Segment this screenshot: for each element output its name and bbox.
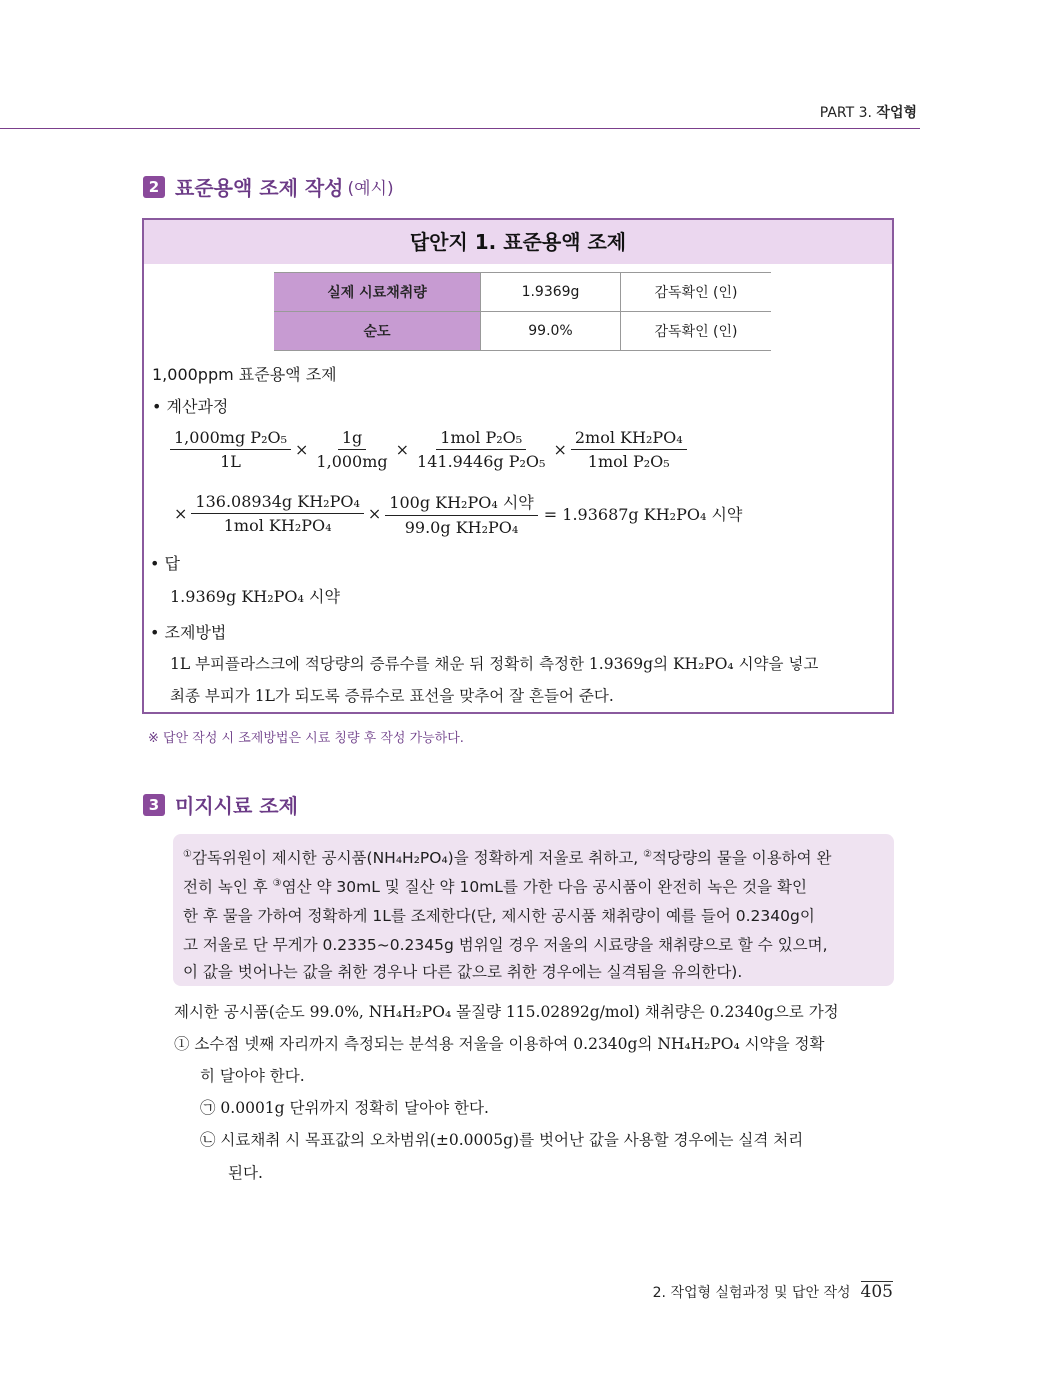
equation-result: = 1.93687g KH₂PO₄ 시약 xyxy=(543,505,743,524)
answer-sheet-title: 답안지 1. 표준용액 조제 xyxy=(144,220,892,264)
times-sign: × xyxy=(295,440,309,459)
times-sign: × xyxy=(174,504,188,523)
denominator: 1L xyxy=(220,452,241,471)
section-title: 미지시료 조제 xyxy=(175,794,298,818)
item-1-line-2: 히 달아야 한다. xyxy=(200,1067,305,1085)
fraction xyxy=(191,492,363,535)
instruction-text: 전히 녹인 후 xyxy=(183,878,273,896)
instruction-line-3: 한 후 물을 가하여 정확하게 1L를 조제한다(단, 제시한 공시품 채취량이 예를 들어 0.2340g이 xyxy=(183,907,815,925)
denominator: 141.9446g P₂O₅ xyxy=(417,452,546,471)
table-row xyxy=(274,312,771,351)
instruction-line-1 xyxy=(183,846,832,868)
fraction xyxy=(170,428,291,471)
denominator: 1,000mg xyxy=(316,452,388,471)
fraction xyxy=(385,490,537,537)
part-name: 작업형 xyxy=(876,105,917,121)
denominator: 1mol KH₂PO₄ xyxy=(223,516,332,535)
row-signature: 감독확인 (인) xyxy=(621,312,772,351)
equation-line-1 xyxy=(170,428,687,471)
item-1-line-1: ① 소수점 넷째 자리까지 측정되는 분석용 저울을 이용하여 0.2340g의 NH₄H₂PO₄ 시약을 정확 xyxy=(174,1035,825,1053)
chapter-title: 2. 작업형 실험과정 및 답안 작성 xyxy=(652,1285,851,1301)
numerator: 2mol KH₂PO₄ xyxy=(571,428,687,450)
step-marker: ② xyxy=(643,848,653,860)
section-number-badge: 2 xyxy=(143,176,165,198)
denominator: 99.0g KH₂PO₄ xyxy=(404,518,519,537)
times-sign: × xyxy=(553,440,567,459)
fraction xyxy=(413,428,549,471)
numerator: 1g xyxy=(338,428,366,450)
page-number: 405 xyxy=(860,1282,893,1302)
section-2-heading xyxy=(143,172,394,201)
times-sign: × xyxy=(395,440,410,459)
numerator: 1mol P₂O₅ xyxy=(436,428,526,450)
fraction xyxy=(571,428,687,471)
step-marker: ① xyxy=(183,848,192,860)
method-label: • 조제방법 xyxy=(150,620,226,643)
running-header xyxy=(820,102,917,122)
method-line-1: 1L 부피플라스크에 적당량의 증류수를 채운 뒤 정확히 측정한 1.9369g의 KH₂PO₄ 시약을 넣고 xyxy=(170,655,819,673)
assumption-text: 제시한 공시품(순도 99.0%, NH₄H₂PO₄ 몰질량 115.02892g/mol) 채취량은 0.2340g으로 가정 xyxy=(174,1003,839,1021)
row-label: 순도 xyxy=(274,312,481,351)
section-3-heading xyxy=(143,790,298,819)
equation-line-2 xyxy=(170,490,742,537)
header-rule xyxy=(0,128,920,129)
numerator: 100g KH₂PO₄ 시약 xyxy=(385,490,537,516)
instruction-text: 적당량의 물을 이용하여 완 xyxy=(652,849,832,867)
instruction-line-4: 고 저울로 단 무게가 0.2335~0.2345g 범위일 경우 저울의 시료량을 채취량으로 할 수 있으며, xyxy=(183,936,828,954)
row-value: 1.9369g xyxy=(481,273,621,312)
instruction-line-2 xyxy=(183,875,807,897)
method-line-2: 최종 부피가 1L가 되도록 증류수로 표선을 맞추어 잘 흔들어 준다. xyxy=(170,687,614,705)
section-title: 표준용액 조제 작성 xyxy=(175,176,344,200)
fraction xyxy=(312,428,391,471)
section-number-badge: 3 xyxy=(143,794,165,816)
answer-note: ※ 답안 작성 시 조제방법은 시료 칭량 후 작성 가능하다. xyxy=(148,731,464,746)
numerator: 136.08934g KH₂PO₄ xyxy=(191,492,363,514)
answer-value: 1.9369g KH₂PO₄ 시약 xyxy=(170,587,340,606)
sub-item-2-line-1: ㉡ 시료채취 시 목표값의 오차범위(±0.0005g)를 벗어난 값을 사용할 경우에는 실격 처리 xyxy=(200,1131,804,1149)
times-sign: × xyxy=(367,504,382,523)
instruction-text: 염산 약 30mL 및 질산 약 10mL를 가한 다음 공시품이 완전히 녹은 것을 확인 xyxy=(281,878,807,896)
calc-label: • 계산과정 xyxy=(152,394,228,417)
instruction-box xyxy=(173,834,894,986)
instruction-text: 감독위원이 제시한 공시품(NH₄H₂PO₄)을 정확하게 저울로 취하고, xyxy=(191,849,644,867)
sample-info-table xyxy=(274,272,771,351)
answer-label: • 답 xyxy=(150,551,180,574)
part-number: PART 3. xyxy=(819,105,872,121)
row-label: 실제 시료채취량 xyxy=(274,273,481,312)
instruction-line-5: 이 값을 벗어나는 값을 취한 경우나 다른 값으로 취한 경우에는 실격됨을 유의한다). xyxy=(183,963,743,981)
answer-subtitle: 1,000ppm 표준용액 조제 xyxy=(152,365,337,384)
numerator: 1,000mg P₂O₅ xyxy=(170,428,291,450)
sub-item-2-line-2: 된다. xyxy=(228,1164,263,1182)
page-footer xyxy=(653,1281,893,1302)
step-marker: ③ xyxy=(272,877,282,889)
table-row xyxy=(274,273,771,312)
row-signature: 감독확인 (인) xyxy=(621,273,772,312)
section-subtitle: (예시) xyxy=(347,179,394,199)
sub-item-1: ㉠ 0.0001g 단위까지 정확히 달아야 한다. xyxy=(200,1099,489,1117)
denominator: 1mol P₂O₅ xyxy=(587,452,670,471)
row-value: 99.0% xyxy=(481,312,621,351)
